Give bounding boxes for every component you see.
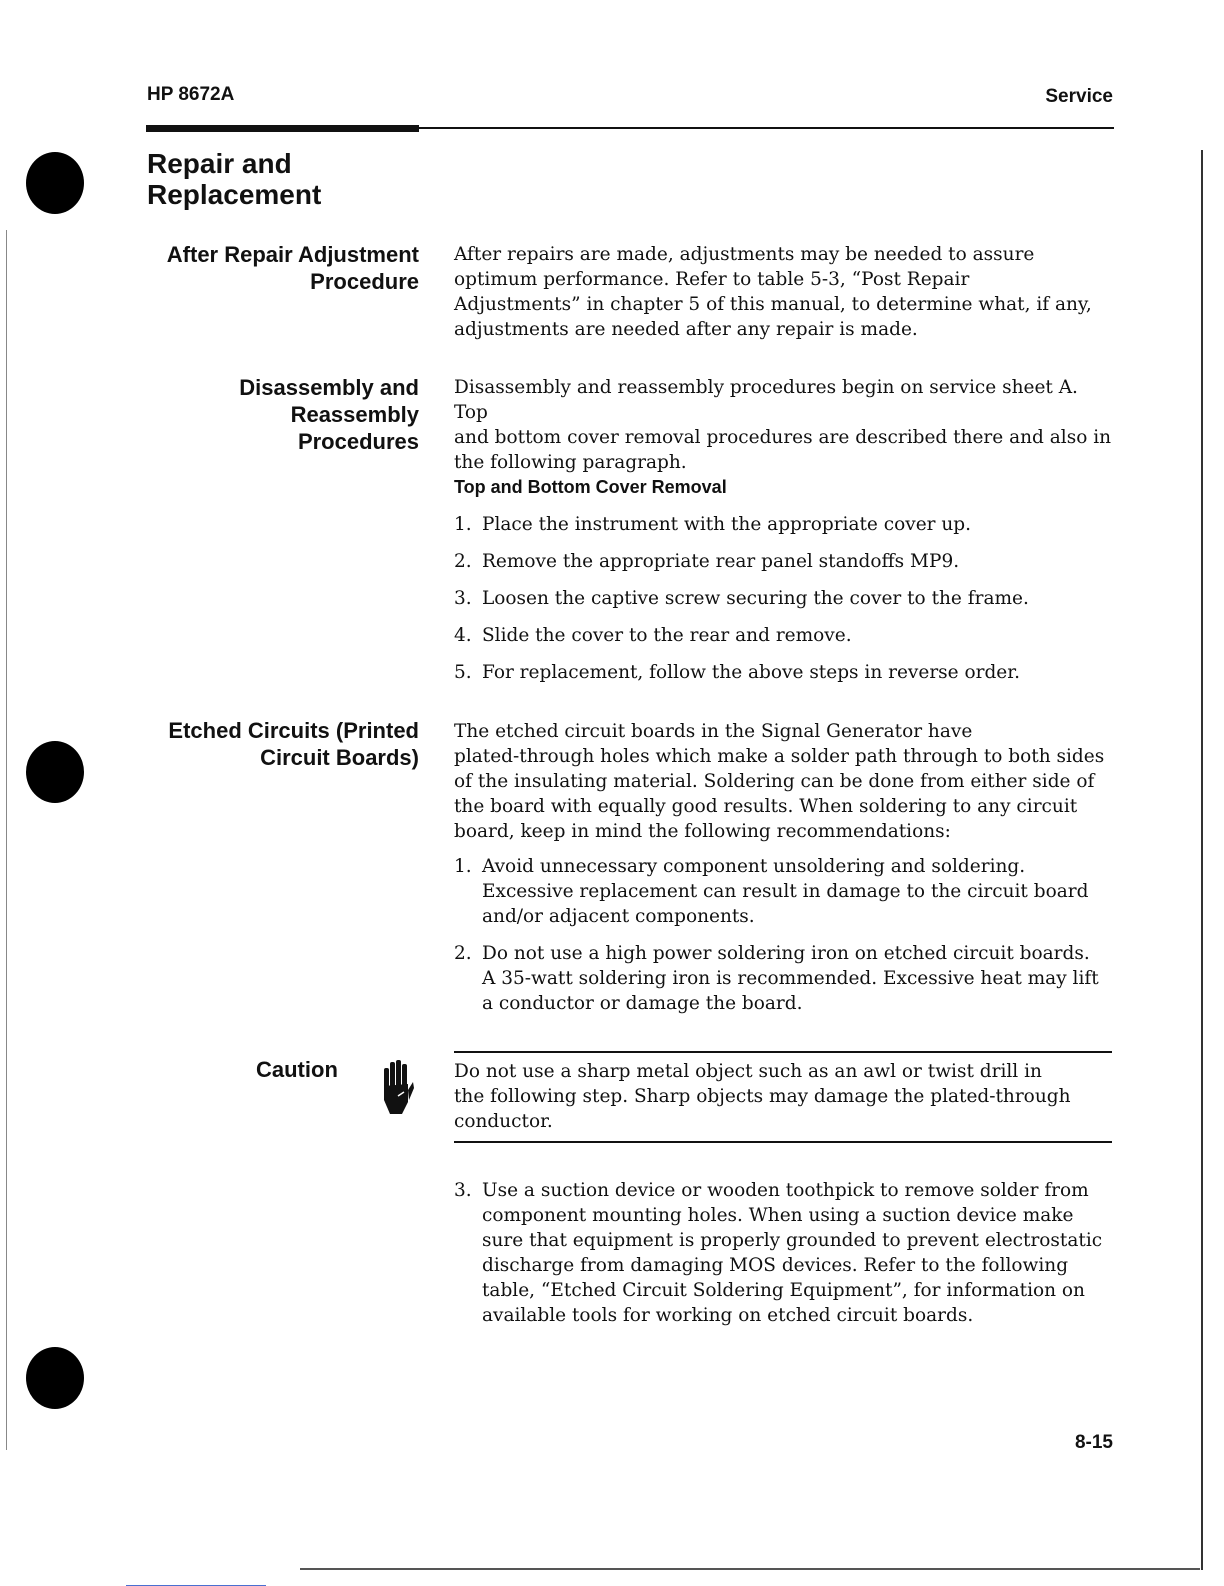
body-line: After repairs are made, adjustments may be needed to assure	[454, 244, 1035, 265]
list-item-number: 2.	[454, 943, 472, 964]
body-line: optimum performance. Refer to table 5-3, “Post Repair	[454, 269, 970, 290]
after-repair-heading-line2: Procedure	[310, 269, 419, 294]
binder-hole-middle	[26, 741, 84, 803]
list-item-line: discharge from damaging MOS devices. Refer to the following	[482, 1255, 1069, 1276]
header-rule-thick	[146, 125, 419, 132]
list-item-text: Place the instrument with the appropriate cover up.	[482, 514, 972, 535]
cover-removal-subheading: Top and Bottom Cover Removal	[454, 477, 727, 497]
body-line: and bottom cover removal procedures are described there and also in	[454, 427, 1112, 448]
list-item	[454, 549, 1114, 574]
list-item-number: 5.	[454, 662, 472, 683]
body-line: board, keep in mind the following recommendations:	[454, 821, 951, 842]
list-item-number: 3.	[454, 1180, 472, 1201]
page-edge-right	[1201, 150, 1203, 1570]
list-item	[454, 660, 1114, 685]
page-number: 8-15	[1074, 1432, 1113, 1453]
list-item	[454, 512, 1114, 537]
caution-label: Caution	[256, 1057, 338, 1082]
etched-heading-line1: Etched Circuits (Printed	[168, 718, 419, 743]
list-item	[454, 586, 1114, 611]
binder-hole-top	[26, 152, 84, 214]
list-item-number: 2.	[454, 551, 472, 572]
body-line: the following paragraph.	[454, 452, 687, 473]
after-repair-heading-line1: After Repair Adjustment	[166, 242, 419, 267]
caution-hand-icon	[378, 1060, 414, 1116]
disassembly-heading-line1: Disassembly and	[239, 375, 419, 400]
body-line: Adjustments” in chapter 5 of this manual, to determine what, if any,	[454, 294, 1092, 315]
caution-line: conductor.	[454, 1111, 553, 1132]
caution-line: the following step. Sharp objects may damage the plated-through	[454, 1086, 1071, 1107]
list-item-text: For replacement, follow the above steps in reverse order.	[482, 662, 1020, 683]
body-line: adjustments are needed after any repair is made.	[454, 319, 918, 340]
list-item-line: table, “Etched Circuit Soldering Equipment”, for information on	[482, 1280, 1085, 1301]
body-line: the board with equally good results. When soldering to any circuit	[454, 796, 1078, 817]
list-item	[454, 854, 1114, 929]
disassembly-body	[454, 375, 1114, 475]
after-repair-body	[454, 242, 1114, 342]
disassembly-heading-line2: Reassembly	[290, 402, 419, 427]
page-edge-bottom	[300, 1568, 1200, 1570]
disassembly-heading-line3: Procedures	[297, 429, 419, 454]
list-item-line: and/or adjacent components.	[482, 906, 755, 927]
chapter-title	[147, 148, 321, 210]
list-item-line: available tools for working on etched circuit boards.	[482, 1305, 974, 1326]
list-item-line: a conductor or damage the board.	[482, 993, 803, 1014]
list-item-number: 3.	[454, 588, 472, 609]
body-line: Disassembly and reassembly procedures begin on service sheet A. Top	[454, 377, 1078, 423]
list-item-text: Loosen the captive screw securing the cover to the frame.	[482, 588, 1029, 609]
header-model: HP 8672A	[147, 84, 235, 105]
list-item-text: Remove the appropriate rear panel standoffs MP9.	[482, 551, 960, 572]
list-item	[454, 941, 1114, 1016]
chapter-title-line1: Repair and	[147, 148, 292, 179]
body-line: of the insulating material. Soldering can be done from either side of	[454, 771, 1095, 792]
body-line: plated-through holes which make a solder path through to both sides	[454, 746, 1105, 767]
list-item-number: 1.	[454, 514, 472, 535]
disassembly-heading	[99, 374, 419, 455]
list-item-number: 1.	[454, 856, 472, 877]
etched-heading-line2: Circuit Boards)	[260, 745, 419, 770]
list-item-line: Do not use a high power soldering iron on etched circuit boards.	[482, 943, 1090, 964]
list-item-line: Use a suction device or wooden toothpick to remove solder from	[482, 1180, 1089, 1201]
caution-rule-bottom	[454, 1141, 1112, 1143]
caution-rule-top	[454, 1051, 1112, 1053]
list-item-line: component mounting holes. When using a suction device make	[482, 1205, 1074, 1226]
binder-hole-bottom	[26, 1347, 84, 1409]
list-item	[454, 623, 1114, 648]
list-item-line: Excessive replacement can result in damage to the circuit board	[482, 881, 1089, 902]
list-item-line: Avoid unnecessary component unsoldering and soldering.	[482, 856, 1026, 877]
page-edge-left	[6, 230, 7, 1450]
body-line: The etched circuit boards in the Signal Generator have	[454, 721, 973, 742]
list-item-text	[482, 854, 1114, 929]
caution-line: Do not use a sharp metal object such as an awl or twist drill in	[454, 1061, 1042, 1082]
etched-circuits-heading	[99, 717, 419, 771]
caution-body	[454, 1059, 1114, 1134]
header-rule-thin	[419, 127, 1114, 129]
list-item-line: A 35-watt soldering iron is recommended. Excessive heat may lift	[482, 968, 1099, 989]
chapter-title-line2: Replacement	[147, 179, 322, 210]
list-item-text	[482, 941, 1114, 1016]
list-item-line: sure that equipment is properly grounded to prevent electrostatic	[482, 1230, 1103, 1251]
list-item-text: Slide the cover to the rear and remove.	[482, 625, 852, 646]
list-item-number: 4.	[454, 625, 472, 646]
list-item-text	[482, 1178, 1114, 1328]
header-section: Service	[1045, 86, 1113, 107]
list-item	[454, 1178, 1114, 1328]
after-repair-heading	[99, 241, 419, 295]
etched-body	[454, 719, 1114, 844]
